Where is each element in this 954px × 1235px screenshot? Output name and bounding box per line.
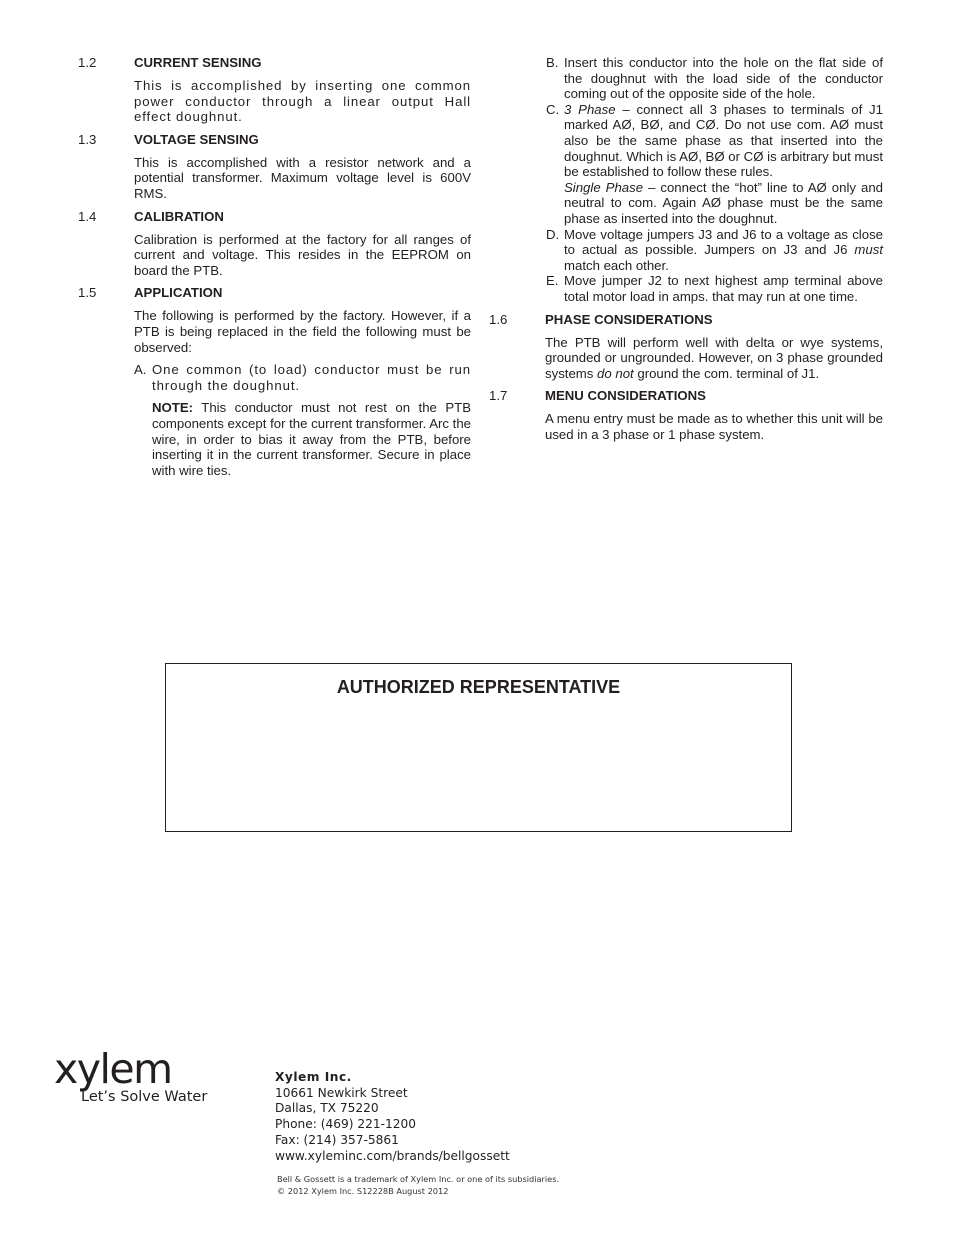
- list-item-label: 3 Phase: [564, 101, 616, 117]
- note: [152, 400, 471, 478]
- copyright-notice: © 2012 Xylem Inc. S12228B August 2012: [277, 1186, 449, 1196]
- list-item-text: One common (to load) conductor must be run through the doughnut.: [152, 362, 471, 393]
- section-title: VOLTAGE SENSING: [134, 131, 259, 147]
- section-body: The following is performed by the factory. However, if a PTB is being replaced in the field the following must be observed:: [134, 308, 471, 355]
- section-title: MENU CONSIDERATIONS: [545, 388, 706, 404]
- section-number: 1.3: [78, 131, 97, 147]
- list-item-text: – connect the “hot” line to AØ only and neutral to com. Again AØ phase must be the same phase as inserted into the doughnut.: [564, 179, 883, 226]
- section-heading: [78, 55, 471, 72]
- section-body: [545, 335, 883, 382]
- website: www.xyleminc.com/brands/bellgossett: [275, 1148, 510, 1163]
- logo-wordmark: xylem: [54, 1045, 172, 1093]
- section-body: A menu entry must be made as to whether this unit will be used in a 3 phase or 1 phase system.: [545, 411, 883, 442]
- list-item-letter: E.: [546, 273, 559, 289]
- authorized-representative-box: [165, 663, 792, 832]
- section-heading: [78, 209, 471, 226]
- section-number: 1.2: [78, 55, 97, 70]
- section-title: CURRENT SENSING: [134, 55, 262, 70]
- list-item: [546, 227, 883, 274]
- section-text: ground the com. terminal of J1.: [633, 365, 820, 381]
- list-item-text: Move voltage jumpers J3 and J6 to a voltage as close to actual as possible. Jumpers on J3 and J6: [564, 226, 883, 258]
- section-number: 1.7: [489, 388, 508, 404]
- section-title: PHASE CONSIDERATIONS: [545, 311, 713, 327]
- section-body: This is accomplished with a resistor network and a potential transformer. Maximum voltage level is 600V RMS.: [134, 154, 471, 201]
- list-item-text: Insert this conductor into the hole on the flat side of the doughnut with the load side of the conductor coming out of the opposite side of the hole.: [564, 55, 883, 102]
- list-item-letter: B.: [546, 55, 559, 70]
- note-text: This conductor must not rest on the PTB components except for the current transformer. Arc the wire, in order to bias it away from the PTB, before inserting it in the current transformer. Secure in place with wire ties.: [152, 400, 471, 478]
- section-title: CALIBRATION: [134, 208, 224, 224]
- section-heading: [78, 285, 471, 302]
- street-address: 10661 Newkirk Street: [275, 1085, 408, 1100]
- phone-number: Phone: (469) 221-1200: [275, 1117, 417, 1132]
- section-heading: [78, 132, 471, 149]
- list-item: [546, 55, 883, 102]
- list-item-letter: A.: [134, 362, 147, 378]
- logo-tagline: Let’s Solve Water: [81, 1089, 208, 1105]
- section-title: APPLICATION: [134, 285, 223, 301]
- section-body: Calibration is performed at the factory for all ranges of current and voltage. This resides in the EEPROM on board the PTB.: [134, 231, 471, 278]
- list-item-text: Move jumper J2 to next highest amp terminal above total motor load in amps. that may run at one time.: [564, 273, 883, 304]
- list-item-letter: C.: [546, 101, 560, 117]
- list-item-letter: D.: [546, 226, 560, 242]
- xylem-logo: [54, 1047, 234, 1111]
- company-address: [275, 1070, 510, 1164]
- list-item: [546, 273, 883, 304]
- emphasis: do not: [597, 365, 634, 381]
- section-heading: [489, 312, 883, 329]
- section-body: This is accomplished by inserting one common power conductor through a linear output Hall effect doughnut.: [134, 78, 471, 125]
- note-label: NOTE:: [152, 400, 194, 416]
- list-item-label: Single Phase: [564, 179, 644, 195]
- company-name: Xylem Inc.: [275, 1070, 352, 1084]
- list-item-text: match each other.: [564, 257, 669, 273]
- legal-notice: [277, 1173, 559, 1197]
- list-item: [134, 362, 471, 393]
- section-number: 1.4: [78, 208, 97, 224]
- city-state-zip: Dallas, TX 75220: [275, 1101, 379, 1116]
- section-heading: [489, 388, 883, 405]
- fax-number: Fax: (214) 357-5861: [275, 1132, 399, 1147]
- left-column: [78, 55, 471, 478]
- section-number: 1.5: [78, 285, 97, 301]
- section-text: The PTB will perform well with delta or wye systems, grounded or ungrounded. However, on 3 phase grounded systems: [545, 334, 883, 381]
- trademark-notice: Bell & Gossett is a trademark of Xylem Inc. or one of its subsidiaries.: [277, 1174, 560, 1184]
- section-number: 1.6: [489, 311, 508, 327]
- list-item-text: – connect all 3 phases to terminals of J1 marked AØ, BØ, and CØ. Do not use com. AØ must also be the same phase as that inserted into the doughnut. Which is AØ, BØ or CØ is arbitrary but must be established to follow these rules.: [564, 101, 883, 180]
- emphasis: must: [854, 242, 883, 258]
- right-column: [489, 55, 883, 449]
- list-item: [546, 102, 883, 227]
- box-title: AUTHORIZED REPRESENTATIVE: [336, 677, 621, 697]
